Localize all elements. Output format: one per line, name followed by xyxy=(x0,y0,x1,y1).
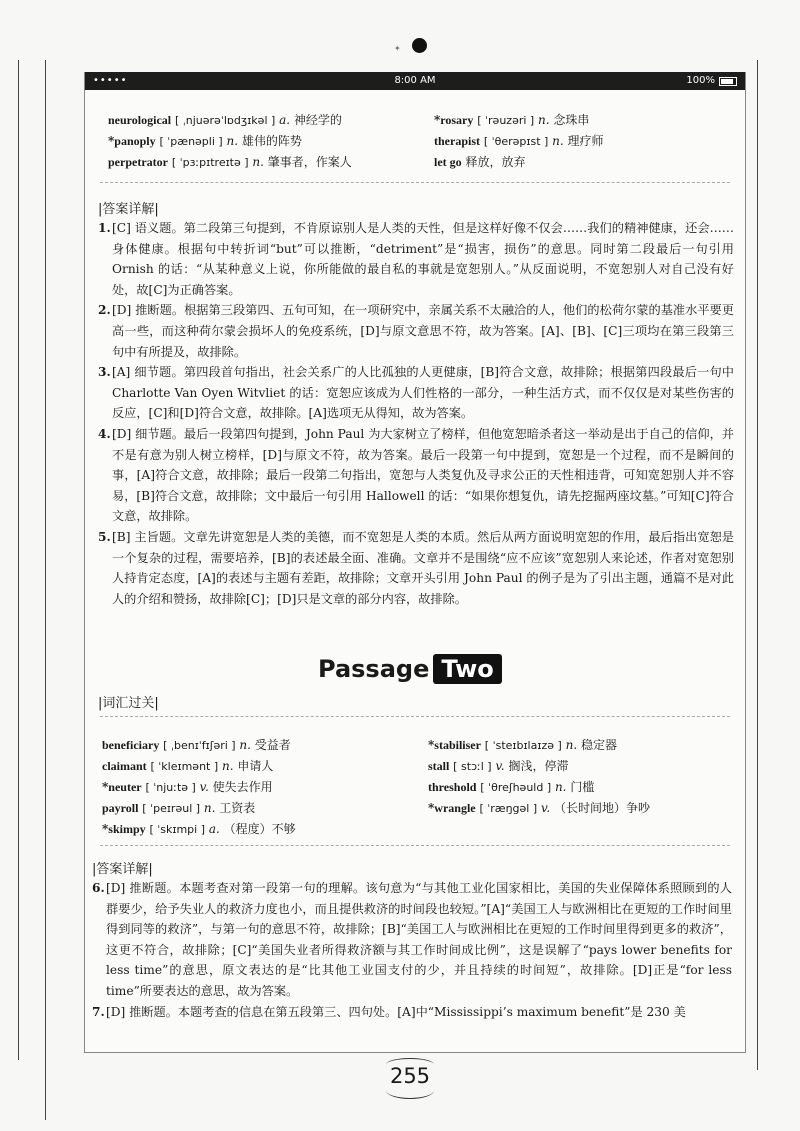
vocab-entry: *panoply [ ˈpænəpli ] n. 雄伟的阵势 xyxy=(108,134,302,148)
registration-mark: ✦ xyxy=(394,44,401,53)
divider xyxy=(100,182,730,183)
divider xyxy=(100,845,730,846)
answer-item: 4. [D] 细节题。最后一段第四句提到，John Paul 为大家树立了榜样，但他宽恕暗杀者这一举动是出于自己的信仰，并不是有意为别人树立榜样，[D]与原文不符，故为答案。最后一段第一句中提到，宽恕是一个过程，而不是瞬间的事，[A]符合文意，故排除；最后一段第二句指出，宽恕与人类复仇及寻求公正的天性相违背，可知宽恕别人并不容易，[B]符合文意，故排除；文中最后一句引用 Hallowell 的话：“如果你想复仇，请先挖掘两座坟墓。”可知[C]符合文意，故排除。 xyxy=(98,426,734,524)
vocab-bottom-right xyxy=(428,735,728,819)
signal-icon: ••••• xyxy=(93,75,128,86)
vocab-entry: *neuter [ ˈnjuːtə ] v. 使失去作用 xyxy=(102,780,273,794)
right-margin-rule xyxy=(757,60,758,1070)
page-number-ornament-bottom xyxy=(386,1082,434,1099)
status-bar xyxy=(85,72,745,90)
answers-heading-1: |答案详解| xyxy=(98,202,159,217)
answers-heading-2: |答案详解| xyxy=(92,862,153,877)
answer-item: 6. [D] 推断题。本题考查对第一段第一句的理解。该句意为“与其他工业化国家相比，美国的失业保障体系照顾到的人群要少，给予失业人的救济力度也小，而且提供救济的时间段也较短。”[A]“美国工人与欧洲相比在更短的工作时间里得到同等的救济”，与第一句的意思不符，故排除；[B]“美国工人与欧洲相比在更短的工作时间里得到更多的救济”，这更不符合，故排除；[C]“美国失业者所得救济额与其工作时间成比例”，这是误解了“pays lower benefits for less time”的意思，原文表达的是“比其他工业国支付的少，并且持续的时间短”，故排除。[D]正是“for less time”所要表达的意思，故为答案。 xyxy=(92,881,732,998)
passage-title: Passage Two xyxy=(318,654,502,688)
answer-item: 5. [B] 主旨题。文章先讲宽恕是人类的美德，而不宽恕是人类的本质。然后从两方面说明宽恕的作用，最后指出宽恕是一个复杂的过程，需要培养，[B]的表述最全面、准确。文章并不是围绕“应不应该”宽恕别人来论述，作者对宽恕别人持肯定态度，[A]的表述与主题有差距，故排除；文章开头引用 John Paul 的例子是为了引出主题，通篇不是对此人的介绍和赞扬，故排除[C]；[D]只是文章的部分内容，故排除。 xyxy=(98,529,734,606)
vocab-entry: payroll [ ˈpeɪrəul ] n. 工资表 xyxy=(102,801,256,815)
status-time: 8:00 AM xyxy=(394,75,436,86)
vocab-entry: *stabiliser [ ˈsteɪbɪlaɪzə ] n. 稳定器 xyxy=(428,738,617,752)
answer-item: 3. [A] 细节题。第四段首句指出，社会关系广的人比孤独的人更健康，[B]符合文意，故排除；根据第四段最后一句中 Charlotte Van Oyen Witvliet 的话：宽恕应该成为人们性格的一部分，一种生活方式，而不仅仅是对某些伤害的反应，[C]和[D]符合文意，故排除。[A]选项无从得知，故为答案。 xyxy=(98,365,734,421)
vocab-entry: neurological [ ˌnjuərəˈlɒdʒɪkəl ] a. 神经学的 xyxy=(108,113,342,127)
vocab-heading: |词汇过关| xyxy=(98,696,159,711)
divider xyxy=(100,716,730,717)
page-number: 255 xyxy=(389,1064,431,1088)
answer-item: 7. [D] 推断题。本题考查的信息在第五段第三、四句处。[A]中“Mississippi’s maximum benefit”是 230 美 xyxy=(92,1004,686,1019)
registration-dot xyxy=(412,38,427,53)
answer-item: 1. [C] 语义题。第二段第三句提到，不肯原谅别人是人类的天性，但是这样好像不仅会……我们的精神健康，还会……身体健康。根据句中转折词“but”可以推断，“detriment”是“损害，损伤”的意思。同时第二段最后一句引用 Ornish 的话：“从某种意义上说，你所能做的最自私的事就是宽恕别人。”从反面说明，不宽恕别人对自己没有好处，故[C]为正确答案。 xyxy=(98,221,734,297)
answer-item: 2. [D] 推断题。根据第三段第四、五句可知，在一项研究中，亲属关系不太融洽的人，他们的松荷尔蒙的基准水平要更高一些，而这种荷尔蒙会损坏人的免疫系统，[D]与原文意思不符，故为答案。[A]、[B]、[C]三项均在第三段第三句中有所提及，故排除。 xyxy=(98,303,734,359)
vocab-entry: claimant [ ˈkleɪmənt ] n. 申请人 xyxy=(102,759,274,773)
vocab-entry: let go 释放，放弃 xyxy=(434,155,526,169)
vocab-top-left xyxy=(108,110,408,173)
passage-number-badge: Two xyxy=(433,654,501,684)
vocab-entry: perpetrator [ ˈpɜːpɪtreɪtə ] n. 肇事者，作案人 xyxy=(108,155,352,169)
vocab-entry: *skimpy [ ˈskɪmpi ] a. （程度）不够 xyxy=(102,822,296,836)
left-margin-rule xyxy=(18,60,19,1060)
answers-block-2 xyxy=(92,878,732,1022)
battery-percent: 100% xyxy=(686,75,715,86)
vocab-bottom-left xyxy=(102,735,412,840)
vocab-entry: *rosary [ ˈrəuzəri ] n. 念珠串 xyxy=(434,113,590,127)
vocab-entry: therapist [ ˈθerəpɪst ] n. 理疗师 xyxy=(434,134,604,148)
left-margin-rule-inner xyxy=(45,60,46,1120)
vocab-entry: stall [ stɔːl ] v. 搁浅，停滞 xyxy=(428,759,569,773)
vocab-entry: threshold [ ˈθreʃhəuld ] n. 门槛 xyxy=(428,780,595,794)
vocab-entry: beneficiary [ ˌbenɪˈfɪʃəri ] n. 受益者 xyxy=(102,738,291,752)
vocab-top-right xyxy=(434,110,724,172)
vocab-entry: *wrangle [ ˈræŋgəl ] v. （长时间地）争吵 xyxy=(428,801,650,815)
answers-block-1 xyxy=(98,218,734,609)
battery-icon xyxy=(719,77,737,86)
